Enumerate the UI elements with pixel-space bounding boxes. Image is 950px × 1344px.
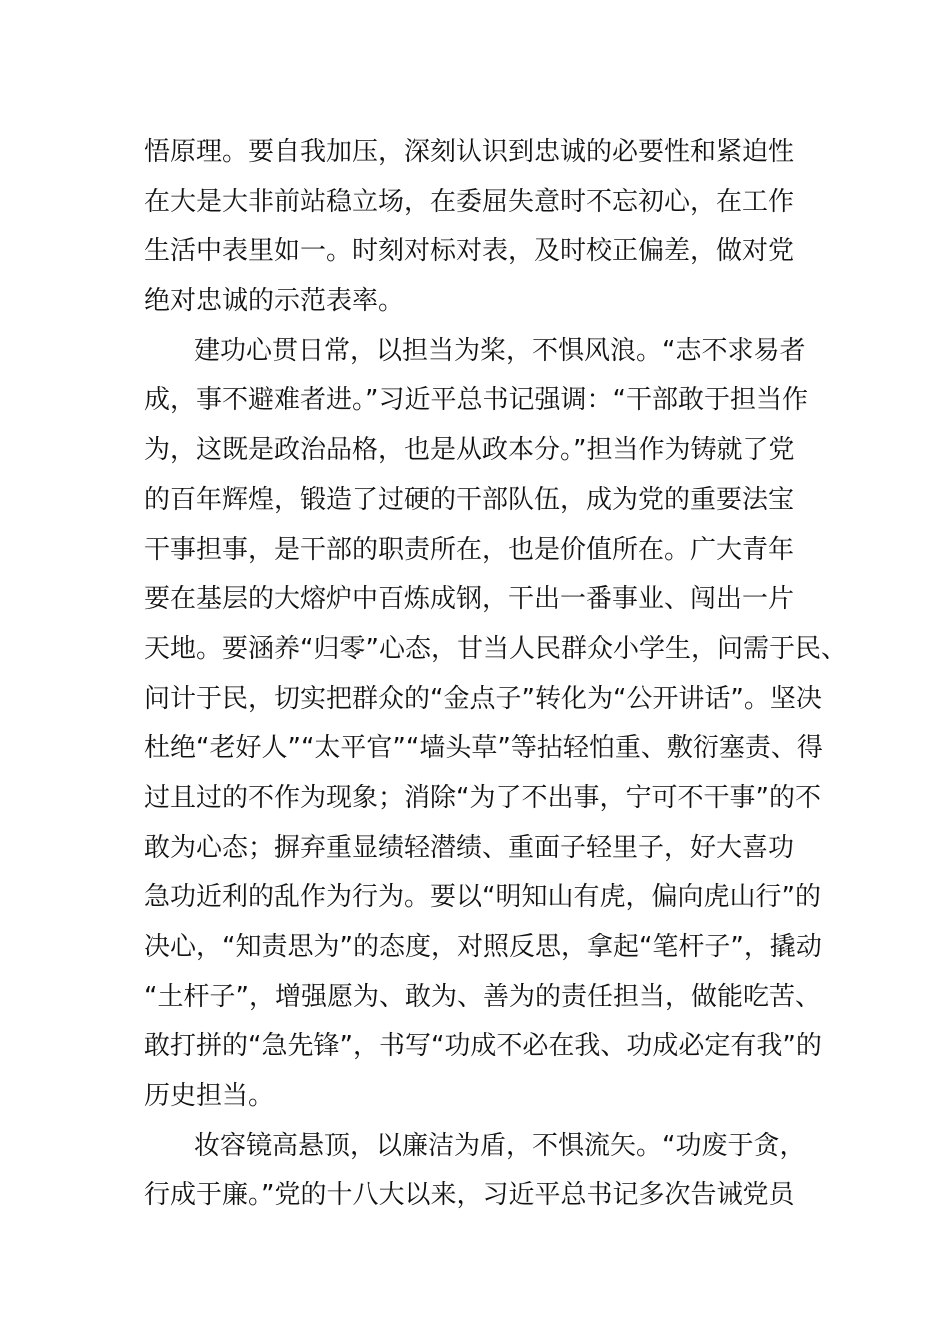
text-line: 悟原理。要自我加压，深刻认识到忠诚的必要性和紧迫性 — [144, 137, 795, 167]
text-line: 的百年辉煌，锻造了过硬的干部队伍，成为党的重要法宝 — [144, 484, 795, 515]
text-line: 决心，“知责思为”的态度，对照反思，拿起“笔杆子”，撬动 — [144, 932, 822, 962]
paragraph-start-line: 妆容镜高悬顶，以廉洁为盾，不惧流矢。“功废于贪， — [194, 1130, 806, 1161]
text-line: 急功近利的乱作为行为。要以“明知山有虎，偏向虎山行”的 — [144, 882, 821, 913]
text-line: 生活中表里如一。时刻对标对表，及时校正偏差，做对党 — [144, 236, 795, 267]
text-line: 绝对忠诚的示范表率。 — [144, 286, 405, 317]
text-line: 要在基层的大熔炉中百炼成钢，干出一番事业、闯出一片 — [144, 584, 795, 615]
text-line: 干事担事，是干部的职责所在，也是价值所在。广大青年 — [144, 534, 795, 565]
text-line: 过且过的不作为现象；消除“为了不出事，宁可不干事”的不 — [144, 782, 821, 813]
text-line: 行成于廉。”党的十八大以来，习近平总书记多次告诫党员 — [144, 1180, 795, 1211]
text-line: 天地。要涵养“归零”心态，甘当人民群众小学生，问需于民、 — [144, 633, 847, 664]
text-line: 敢打拼的“急先锋”，书写“功成不必在我、功成必定有我”的 — [144, 1031, 822, 1062]
text-line: 杜绝“老好人”“太平官”“墙头草”等拈轻怕重、敷衍塞责、得 — [144, 733, 823, 764]
text-line: 成，事不避难者进。”习近平总书记强调：“干部敢于担当作 — [144, 385, 808, 416]
text-line: 历史担当。 — [144, 1081, 275, 1112]
text-line: 在大是大非前站稳立场，在委屈失意时不忘初心，在工作 — [144, 186, 795, 217]
text-line: 敢为心态；摒弃重显绩轻潜绩、重面子轻里子，好大喜功 — [144, 832, 795, 863]
text-line: “土杆子”，增强愿为、敢为、善为的责任担当，做能吃苦、 — [144, 981, 821, 1012]
text-line: 问计于民，切实把群众的“金点子”转化为“公开讲话”。坚决 — [144, 683, 822, 714]
text-line: 为，这既是政治品格，也是从政本分。”担当作为铸就了党 — [144, 435, 795, 466]
body-text — [144, 128, 847, 1221]
paragraph-start-line: 建功心贯日常，以担当为桨，不惧风浪。“志不求易者 — [194, 335, 806, 366]
